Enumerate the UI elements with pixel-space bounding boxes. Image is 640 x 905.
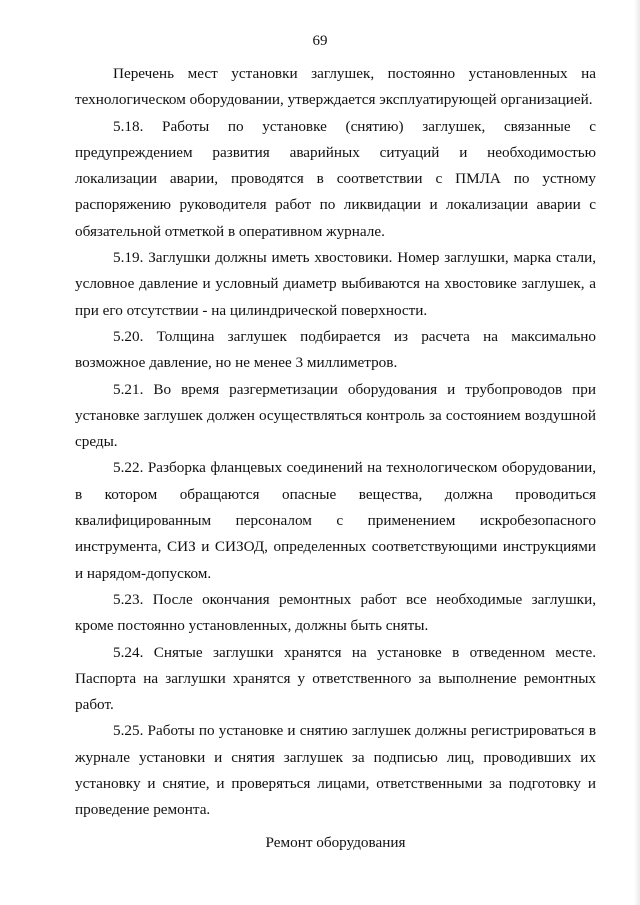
paragraph-5-23: 5.23. После окончания ремонтных работ все необходимые заглушки, кроме постоянно установленных, должны быть сняты. [75,590,596,635]
paragraph-list-of-plugs: Перечень мест установки заглушек, постоянно установленных на технологическом оборудовании, утверждается эксплуатирующей организацией. [75,65,596,109]
paragraph-5-24: 5.24. Снятые заглушки хранятся на установке в отведенном месте. Паспорта на заглушки хранятся у ответственного за выполнение ремонтных работ. [75,643,596,714]
section-heading: Ремонт оборудования [265,833,406,851]
paragraph-5-25: 5.25. Работы по установке и снятию заглушек должны регистрироваться в журнале установки и снятия заглушек за подписью лиц, проводивших их установку и снятие, и проверяться лицами, ответственными за подготовку и проведение ремонта. [75,722,596,819]
paragraph-5-20: 5.20. Толщина заглушек подбирается из расчета на максимально возможное давление, но не менее 3 миллиметров. [75,327,596,372]
paragraph-5-22: 5.22. Разборка фланцевых соединений на технологическом оборудовании, в котором обращаются опасные вещества, должна проводиться квалифицированным персоналом с применением искробезопасного инструмента, СИЗ и СИЗОД, определенных соответствующими инструкциями и нарядом-допуском. [75,459,596,582]
page-number: 69 [312,33,328,49]
paragraph-5-21: 5.21. Во время разгерметизации оборудования и трубопроводов при установке заглушек должен осуществляться контроль за состоянием воздушной среды. [75,380,596,451]
paragraph-5-19: 5.19. Заглушки должны иметь хвостовики. Номер заглушки, марка стали, условное давление и условный диаметр выбиваются на хвостовике заглушек, а при его отсутствии - на цилиндрической поверхности. [75,249,596,319]
scan-edge-shadow [634,0,640,905]
document-body [75,61,596,856]
paragraph-5-18: 5.18. Работы по установке (снятию) заглушек, связанные с предупреждением развития аварийных ситуаций и необходимостью локализации аварии, проводятся в соответствии с ПМЛА по устному распоряжению руководителя работ по ликвидации и локализации аварии с обязательной отметкой в оперативном журнале. [75,117,596,240]
